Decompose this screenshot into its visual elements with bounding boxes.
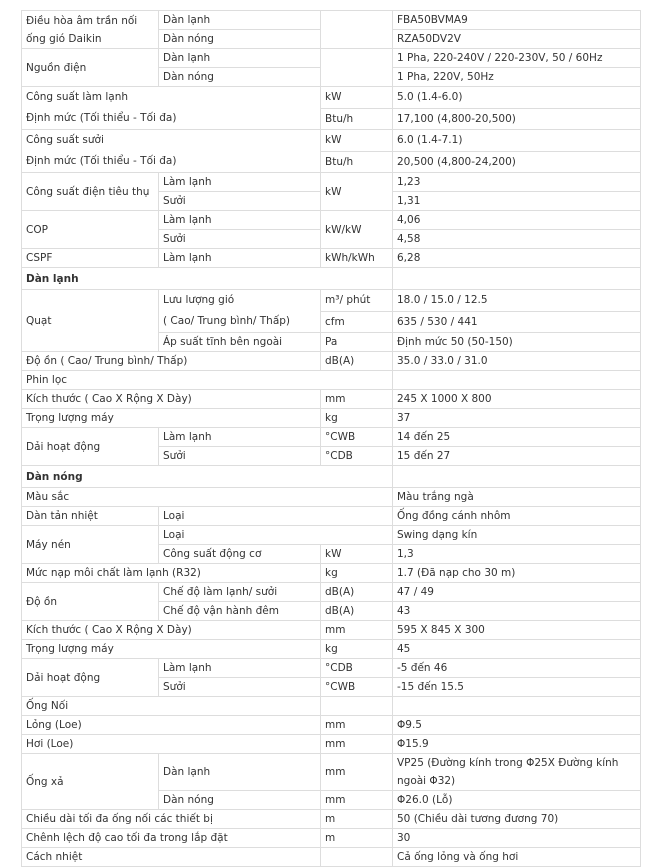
- table-cell: Dàn nóng: [159, 791, 321, 810]
- table-cell: Dàn tản nhiệt: [22, 507, 159, 526]
- table-cell: Màu trắng ngà: [393, 488, 641, 507]
- table-cell: 1,3: [393, 545, 641, 564]
- table-row: [22, 697, 641, 716]
- table-cell: Áp suất tĩnh bên ngoài: [159, 333, 321, 352]
- table-row: [22, 352, 641, 371]
- table-cell: 6.0 (1.4-7.1): [393, 130, 641, 152]
- table-cell: Chế độ vận hành đêm: [159, 602, 321, 621]
- table-cell: Chênh lệch độ cao tối đa trong lắp đặt: [22, 829, 321, 848]
- table-cell: Làm lạnh: [159, 249, 321, 268]
- table-cell: 4,06: [393, 211, 641, 230]
- table-cell: Dàn lạnh: [159, 754, 321, 791]
- table-row: [22, 49, 641, 68]
- table-cell: dB(A): [321, 602, 393, 621]
- table-cell: Cả ống lỏng và ống hơi: [393, 848, 641, 867]
- table-cell: Công suất điện tiêu thụ: [22, 173, 159, 211]
- table-cell: mm: [321, 791, 393, 810]
- table-cell: Sưởi: [159, 678, 321, 697]
- table-row: [22, 87, 641, 109]
- table-cell: 35.0 / 33.0 / 31.0: [393, 352, 641, 371]
- table-row: [22, 810, 641, 829]
- table-row: [22, 428, 641, 447]
- table-cell: Loại: [159, 507, 393, 526]
- table-cell: [393, 466, 641, 488]
- table-cell: COP: [22, 211, 159, 249]
- table-row: [22, 11, 641, 30]
- section-heading: Dàn lạnh: [22, 268, 393, 290]
- table-row: [22, 409, 641, 428]
- table-cell: Lỏng (Loe): [22, 716, 321, 735]
- table-cell: 245 X 1000 X 800: [393, 390, 641, 409]
- table-cell: Trọng lượng máy: [22, 640, 321, 659]
- table-cell: Hơi (Loe): [22, 735, 321, 754]
- table-cell: Phin lọc: [22, 371, 393, 390]
- table-cell: mm: [321, 735, 393, 754]
- table-cell: CSPF: [22, 249, 159, 268]
- table-cell: 50 (Chiều dài tương đương 70): [393, 810, 641, 829]
- table-cell: 1 Pha, 220V, 50Hz: [393, 68, 641, 87]
- table-cell: kW: [321, 87, 393, 109]
- table-cell: m: [321, 829, 393, 848]
- table-cell: VP25 (Đường kính trong Φ25X Đường kính ngoài Φ32): [393, 754, 641, 791]
- table-cell: [321, 848, 393, 867]
- section-heading: Dàn nóng: [22, 466, 393, 488]
- table-cell: Độ ồn: [22, 583, 159, 621]
- table-row: [22, 371, 641, 390]
- table-cell: Dàn nóng: [159, 30, 321, 49]
- table-cell: 595 X 845 X 300: [393, 621, 641, 640]
- table-cell: Làm lạnh: [159, 659, 321, 678]
- table-cell: 5.0 (1.4-6.0): [393, 87, 641, 109]
- table-cell: dB(A): [321, 352, 393, 371]
- table-cell: Dàn lạnh: [159, 11, 321, 30]
- table-cell: Sưởi: [159, 192, 321, 211]
- table-cell: Sưởi: [159, 230, 321, 249]
- table-cell: 20,500 (4,800-24,200): [393, 151, 641, 173]
- table-cell: 37: [393, 409, 641, 428]
- table-cell: Kích thước ( Cao X Rộng X Dày): [22, 390, 321, 409]
- table-cell: mm: [321, 716, 393, 735]
- table-cell: 15 đến 27: [393, 447, 641, 466]
- table-cell: Ống Nối: [22, 697, 321, 716]
- table-cell: 45: [393, 640, 641, 659]
- table-cell: Trọng lượng máy: [22, 409, 321, 428]
- table-cell: Định mức 50 (50-150): [393, 333, 641, 352]
- table-cell: [321, 11, 393, 49]
- table-cell: [393, 697, 641, 716]
- table-cell: [321, 49, 393, 87]
- table-cell: 1,23: [393, 173, 641, 192]
- table-cell: Pa: [321, 333, 393, 352]
- table-cell: 1 Pha, 220-240V / 220-230V, 50 / 60Hz: [393, 49, 641, 68]
- table-cell: Máy nén: [22, 526, 159, 564]
- table-cell: Công suất sưởi Định mức (Tối thiểu - Tối đa): [22, 130, 321, 173]
- table-cell: [393, 268, 641, 290]
- table-cell: Làm lạnh: [159, 173, 321, 192]
- table-cell: Công suất làm lạnh Định mức (Tối thiểu - Tối đa): [22, 87, 321, 130]
- table-cell: Φ15.9: [393, 735, 641, 754]
- table-cell: 6,28: [393, 249, 641, 268]
- table-cell: Chế độ làm lạnh/ sưởi: [159, 583, 321, 602]
- table-cell: Điều hòa âm trần nối ống gió Daikin: [22, 11, 159, 49]
- table-cell: kW/kW: [321, 211, 393, 249]
- table-row: [22, 564, 641, 583]
- table-cell: Mức nạp môi chất làm lạnh (R32): [22, 564, 321, 583]
- table-cell: Làm lạnh: [159, 428, 321, 447]
- table-row: [22, 211, 641, 230]
- table-cell: Kích thước ( Cao X Rộng X Dày): [22, 621, 321, 640]
- table-cell: [321, 697, 393, 716]
- table-cell: Ống xả: [22, 754, 159, 810]
- table-cell: kWh/kWh: [321, 249, 393, 268]
- table-cell: Swing dạng kín: [393, 526, 641, 545]
- table-cell: 47 / 49: [393, 583, 641, 602]
- table-row: [22, 829, 641, 848]
- spec-table-body: [22, 11, 641, 867]
- table-cell: °CWB: [321, 428, 393, 447]
- table-cell: Làm lạnh: [159, 211, 321, 230]
- table-row: [22, 488, 641, 507]
- table-cell: FBA50BVMA9: [393, 11, 641, 30]
- table-row: [22, 659, 641, 678]
- table-cell: 635 / 530 / 441: [393, 311, 641, 333]
- table-cell: 4,58: [393, 230, 641, 249]
- table-row: [22, 735, 641, 754]
- table-cell: mm: [321, 754, 393, 791]
- table-cell: Dải hoạt động: [22, 659, 159, 697]
- table-cell: Quạt: [22, 290, 159, 352]
- table-row: [22, 754, 641, 791]
- table-cell: -15 đến 15.5: [393, 678, 641, 697]
- table-row: [22, 526, 641, 545]
- table-cell: Btu/h: [321, 108, 393, 130]
- table-cell: 30: [393, 829, 641, 848]
- table-cell: Màu sắc: [22, 488, 393, 507]
- table-cell: Φ26.0 (Lỗ): [393, 791, 641, 810]
- table-row: [22, 507, 641, 526]
- table-cell: 1.7 (Đã nạp cho 30 m): [393, 564, 641, 583]
- table-cell: mm: [321, 621, 393, 640]
- table-cell: 14 đến 25: [393, 428, 641, 447]
- table-row: [22, 621, 641, 640]
- table-cell: Φ9.5: [393, 716, 641, 735]
- table-row: [22, 268, 641, 290]
- table-cell: kW: [321, 130, 393, 152]
- table-cell: Loại: [159, 526, 393, 545]
- table-row: [22, 716, 641, 735]
- table-cell: kW: [321, 173, 393, 211]
- table-cell: m: [321, 810, 393, 829]
- table-cell: kg: [321, 640, 393, 659]
- table-cell: Ống đồng cánh nhôm: [393, 507, 641, 526]
- table-row: [22, 640, 641, 659]
- table-cell: 18.0 / 15.0 / 12.5: [393, 290, 641, 312]
- table-cell: Dàn nóng: [159, 68, 321, 87]
- table-row: [22, 249, 641, 268]
- table-cell: m³/ phút: [321, 290, 393, 312]
- table-cell: Công suất động cơ: [159, 545, 321, 564]
- table-cell: 1,31: [393, 192, 641, 211]
- table-cell: °CDB: [321, 447, 393, 466]
- table-cell: Dải hoạt động: [22, 428, 159, 466]
- table-cell: dB(A): [321, 583, 393, 602]
- table-cell: [393, 371, 641, 390]
- table-row: [22, 290, 641, 312]
- table-cell: kg: [321, 409, 393, 428]
- table-row: [22, 848, 641, 867]
- table-cell: cfm: [321, 311, 393, 333]
- table-cell: 17,100 (4,800-20,500): [393, 108, 641, 130]
- table-cell: Dàn lạnh: [159, 49, 321, 68]
- table-cell: °CWB: [321, 678, 393, 697]
- table-cell: kW: [321, 545, 393, 564]
- table-cell: Nguồn điện: [22, 49, 159, 87]
- table-cell: Chiều dài tối đa ống nối các thiết bị: [22, 810, 321, 829]
- table-row: [22, 173, 641, 192]
- spec-table: [21, 10, 641, 867]
- table-cell: Lưu lượng gió ( Cao/ Trung bình/ Thấp): [159, 290, 321, 333]
- table-cell: kg: [321, 564, 393, 583]
- table-cell: -5 đến 46: [393, 659, 641, 678]
- table-cell: °CDB: [321, 659, 393, 678]
- table-cell: Độ ồn ( Cao/ Trung bình/ Thấp): [22, 352, 321, 371]
- table-cell: mm: [321, 390, 393, 409]
- table-row: [22, 130, 641, 152]
- table-row: [22, 390, 641, 409]
- table-cell: 43: [393, 602, 641, 621]
- table-cell: Sưởi: [159, 447, 321, 466]
- table-row: [22, 583, 641, 602]
- table-cell: Cách nhiệt: [22, 848, 321, 867]
- table-row: [22, 466, 641, 488]
- table-cell: RZA50DV2V: [393, 30, 641, 49]
- table-cell: Btu/h: [321, 151, 393, 173]
